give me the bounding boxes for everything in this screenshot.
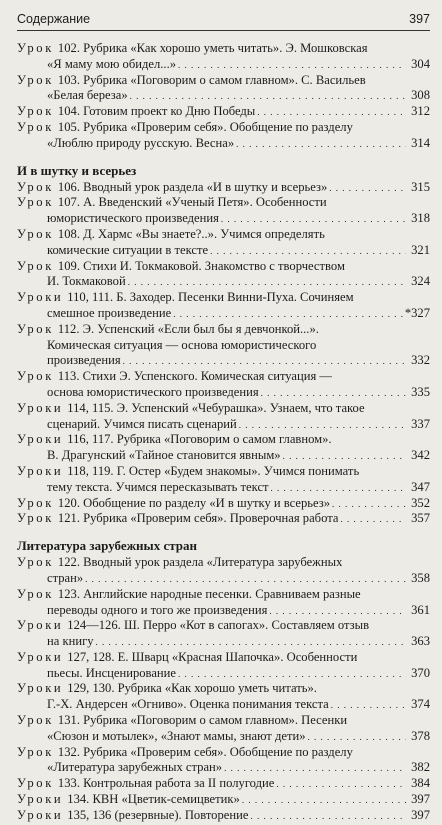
toc-entry-text: [47, 57, 176, 73]
lesson-label: Урок: [17, 195, 54, 210]
lesson-title: 103. Рубрика «Поговорим о самом главном». С. Васильев: [57, 72, 366, 87]
toc-entry-text: [47, 136, 234, 152]
lesson-label: Урок: [17, 555, 54, 570]
lesson-title: 129, 130. Рубрика «Как хорошо уметь читать».: [67, 681, 317, 696]
toc-entry: [17, 511, 430, 527]
toc-entry-text: [17, 713, 347, 729]
lesson-title: 118, 119. Г. Остер «Будем знакомы». Учимся понимать: [67, 463, 360, 478]
lesson-label: Урок: [17, 586, 54, 601]
lesson-title: стран»: [47, 570, 84, 585]
dot-leader: [257, 105, 406, 121]
dot-leader: [329, 181, 406, 197]
section-heading: Литература зарубежных стран: [17, 538, 197, 554]
toc-page-number: 378: [411, 728, 430, 743]
toc-entry: [17, 432, 430, 448]
toc-entry: [17, 496, 430, 512]
toc-page-number: 397: [411, 792, 430, 807]
lesson-title: 105. Рубрика «Проверим себя». Обобщение по разделу: [57, 119, 353, 134]
toc-page-number: 342: [411, 448, 430, 463]
toc-entry-text: [17, 618, 369, 634]
toc-entry-continuation: [17, 306, 430, 322]
toc-page-number: 314: [411, 135, 430, 150]
toc-entry: [17, 401, 430, 417]
toc-page-number: 384: [411, 776, 430, 791]
lesson-title: на книгу: [47, 634, 94, 649]
toc-entry-text: [47, 634, 94, 650]
toc-page-number: 361: [411, 602, 430, 617]
toc-entry-text: [17, 432, 332, 448]
lesson-title: произведения: [47, 353, 121, 368]
toc-entry-text: [47, 243, 208, 259]
toc-entry-text: [47, 729, 306, 745]
toc-entry-continuation: [17, 57, 430, 73]
dot-leader: [250, 809, 406, 825]
toc-page-number: 358: [411, 570, 430, 585]
lesson-title: 122. Вводный урок раздела «Литература зарубежных: [57, 555, 343, 570]
toc-entry: [17, 195, 430, 211]
toc-entry-continuation: [17, 353, 430, 369]
toc-entry-text: [17, 104, 255, 120]
lesson-title: 121. Рубрика «Проверим себя». Проверочная работа: [57, 511, 339, 526]
lesson-title: юмористического произведения: [47, 211, 219, 226]
lesson-label: Урок: [17, 713, 54, 728]
lesson-title: «Сюзон и мотылек», «Знают мамы, знают дети»: [47, 728, 306, 743]
lesson-label: Урок: [17, 495, 54, 510]
toc-page-number: 337: [411, 416, 430, 431]
page-number: 397: [409, 12, 430, 26]
toc-entry-text: [17, 195, 327, 211]
toc-entry-text: [47, 448, 281, 464]
lesson-title: основа юмористического произведения: [47, 384, 259, 399]
toc-entry: [17, 745, 430, 761]
dot-leader: [308, 730, 407, 746]
lesson-label: Уроки: [17, 681, 64, 696]
lesson-label: Урок: [17, 41, 54, 55]
lesson-title: переводы одного и того же произведения: [47, 602, 268, 617]
lesson-label: Урок: [17, 179, 54, 194]
toc-entry-text: [17, 120, 353, 136]
lesson-title: тему текста. Учимся пересказывать текст: [47, 479, 269, 494]
toc-entry-text: [17, 650, 357, 666]
dot-leader: [340, 512, 406, 528]
dot-leader: [85, 572, 406, 588]
lesson-title: 107. А. Введенский «Ученый Петя». Особенности: [57, 195, 327, 210]
toc-entry: [17, 104, 430, 120]
dot-leader: [332, 497, 406, 513]
toc-entry-continuation: [17, 338, 430, 354]
toc-entry-continuation: [17, 136, 430, 152]
dot-leader: [271, 481, 406, 497]
lesson-title: 131. Рубрика «Поговорим о самом главном». Песенки: [57, 713, 348, 728]
toc-entry-continuation: [17, 697, 430, 713]
toc-entry-text: [17, 73, 366, 89]
lesson-title: 110, 111. Б. Заходер. Песенки Винни-Пуха. Сочиняем: [67, 290, 354, 305]
toc-page-number: 347: [411, 479, 430, 494]
toc-entry: [17, 808, 430, 824]
toc-entry-continuation: [17, 634, 430, 650]
toc-entry-text: [47, 697, 329, 713]
toc-page-number: 352: [411, 495, 430, 510]
toc-entry-text: [47, 603, 267, 619]
dot-leader: [269, 604, 406, 620]
toc-entry: [17, 776, 430, 792]
lesson-label: Уроки: [17, 400, 64, 415]
dot-leader: [130, 89, 406, 105]
toc-entry-continuation: [17, 603, 430, 619]
toc-entry: [17, 322, 430, 338]
lesson-title: 113. Стихи Э. Успенского. Комическая ситуация —: [57, 369, 333, 384]
dot-leader: [224, 761, 406, 777]
toc-entry-text: [17, 776, 274, 792]
lesson-title: пьесы. Инсценирование: [47, 665, 176, 680]
toc-page-number: 321: [411, 242, 430, 257]
dot-leader: [173, 307, 403, 323]
dot-leader: [178, 58, 406, 74]
toc-entry: [17, 792, 430, 808]
toc-page-number: 308: [411, 88, 430, 103]
toc-entry-text: [47, 417, 237, 433]
toc-page-number: *327: [404, 305, 430, 320]
toc-entry-text: [47, 480, 269, 496]
lesson-title: 124—126. Ш. Перро «Кот в сапогах». Составляем отзыв: [67, 618, 370, 633]
toc-entry-text: [17, 227, 325, 243]
section-heading: И в шутку и всерьез: [17, 162, 137, 178]
table-of-contents: [17, 41, 430, 824]
lesson-title: 104. Готовим проект ко Дню Победы: [57, 104, 256, 119]
toc-entry-continuation: [17, 666, 430, 682]
toc-entry: [17, 227, 430, 243]
toc-entry-text: [17, 259, 345, 275]
toc-entry-text: [17, 322, 319, 338]
lesson-title: В. Драгунский «Тайное становится явным»: [47, 448, 281, 463]
toc-entry: [17, 290, 430, 306]
lesson-title: «Я маму мою обидел...»: [47, 56, 177, 71]
lesson-label: Урок: [17, 119, 54, 134]
lesson-title: Комическая ситуация — основа юмористического: [47, 337, 317, 352]
dot-leader: [128, 275, 406, 291]
toc-entry-text: [47, 306, 171, 322]
toc-entry: [17, 587, 430, 603]
toc-entry: [17, 713, 430, 729]
dot-leader: [178, 667, 406, 683]
toc-page-number: 374: [411, 697, 430, 712]
toc-page-number: 370: [411, 665, 430, 680]
toc-entry-text: [17, 369, 332, 385]
lesson-label: Урок: [17, 72, 54, 87]
lesson-title: 116, 117. Рубрика «Поговорим о самом главном».: [67, 432, 332, 447]
toc-entry-text: [17, 496, 330, 512]
dot-leader: [261, 386, 406, 402]
toc-entry-text: [17, 41, 368, 57]
toc-entry-continuation: [17, 729, 430, 745]
lesson-title: 132. Рубрика «Проверим себя». Обобщение по разделу: [57, 744, 353, 759]
dot-leader: [123, 354, 406, 370]
toc-page-number: 397: [411, 807, 430, 822]
lesson-label: Урок: [17, 226, 54, 241]
toc-entry-text: [17, 792, 240, 808]
dot-leader: [236, 137, 406, 153]
lesson-title: 134. КВН «Цветик-семицветик»: [67, 792, 240, 807]
page-header: [17, 10, 430, 31]
toc-entry-text: [47, 338, 316, 354]
toc-entry-continuation: [17, 571, 430, 587]
lesson-label: Урок: [17, 369, 54, 384]
toc-entry-continuation: [17, 480, 430, 496]
toc-entry-text: [47, 571, 83, 587]
toc-page-number: 335: [411, 384, 430, 399]
lesson-label: Уроки: [17, 618, 64, 633]
toc-entry-continuation: [17, 274, 430, 290]
toc-entry: [17, 259, 430, 275]
toc-entry-text: [17, 511, 338, 527]
toc-entry: [17, 180, 430, 196]
lesson-title: комические ситуации в тексте: [47, 242, 209, 257]
toc-entry-continuation: [17, 385, 430, 401]
toc-entry-text: [17, 290, 354, 306]
toc-entry-text: [17, 401, 365, 417]
toc-entry: [17, 120, 430, 136]
lesson-label: Урок: [17, 104, 54, 119]
toc-page-number: 332: [411, 353, 430, 368]
lesson-title: «Белая береза»: [47, 88, 128, 103]
lesson-label: Уроки: [17, 807, 64, 822]
lesson-label: Урок: [17, 258, 54, 273]
toc-entry-continuation: [17, 760, 430, 776]
toc-entry: [17, 73, 430, 89]
dot-leader: [210, 244, 406, 260]
toc-entry-text: [17, 555, 342, 571]
lesson-title: 108. Д. Хармс «Вы знаете?..». Учимся определять: [57, 226, 325, 241]
toc-entry-continuation: [17, 417, 430, 433]
lesson-label: Урок: [17, 511, 54, 526]
lesson-label: Урок: [17, 776, 54, 791]
running-title: Содержание: [17, 12, 91, 26]
toc-entry-text: [47, 353, 121, 369]
lesson-title: «Литература зарубежных стран»: [47, 760, 223, 775]
lesson-title: Г.-Х. Андерсен «Огниво». Оценка понимания текста: [47, 697, 329, 712]
toc-entry-text: [47, 385, 259, 401]
dot-leader: [96, 635, 406, 651]
dot-leader: [276, 777, 406, 793]
lesson-label: Уроки: [17, 290, 64, 305]
lesson-title: 135, 136 (резервные). Повторение: [67, 807, 249, 822]
toc-entry-text: [17, 587, 361, 603]
toc-entry-text: [47, 760, 222, 776]
dot-leader: [221, 212, 406, 228]
lesson-title: сценарий. Учимся писать сценарий: [47, 416, 237, 431]
dot-leader: [239, 418, 406, 434]
toc-entry-text: [47, 666, 176, 682]
lesson-title: 109. Стихи И. Токмаковой. Знакомство с творчеством: [57, 258, 345, 273]
toc-entry-continuation: [17, 448, 430, 464]
lesson-label: Уроки: [17, 792, 64, 807]
toc-page-number: 315: [411, 179, 430, 194]
toc-page-number: 304: [411, 56, 430, 71]
toc-page-number: 382: [411, 760, 430, 775]
toc-entry-text: [17, 681, 317, 697]
toc-page-number: 363: [411, 634, 430, 649]
lesson-title: 133. Контрольная работа за II полугодие: [57, 776, 275, 791]
toc-entry-text: [17, 745, 353, 761]
lesson-title: 123. Английские народные песенки. Сравниваем разные: [57, 586, 361, 601]
toc-entry-text: [47, 274, 126, 290]
lesson-label: Уроки: [17, 432, 64, 447]
toc-entry-text: [47, 88, 128, 104]
lesson-title: 114, 115. Э. Успенский «Чебурашка». Узнаем, что такое: [67, 400, 365, 415]
toc-page-number: 357: [411, 511, 430, 526]
lesson-label: Уроки: [17, 649, 64, 664]
toc-entry-text: [17, 464, 359, 480]
toc-entry-text: [17, 180, 327, 196]
toc-entry-continuation: [17, 243, 430, 259]
lesson-title: 127, 128. Е. Шварц «Красная Шапочка». Особенности: [67, 649, 358, 664]
toc-entry: [17, 650, 430, 666]
toc-entry-continuation: [17, 88, 430, 104]
lesson-label: Уроки: [17, 463, 64, 478]
dot-leader: [242, 793, 406, 809]
toc-page-number: 324: [411, 274, 430, 289]
dot-leader: [331, 698, 406, 714]
toc-entry: [17, 369, 430, 385]
lesson-title: 112. Э. Успенский «Если был бы я девчонкой...».: [57, 321, 319, 336]
toc-page-number: 318: [411, 211, 430, 226]
toc-entry-text: [47, 211, 219, 227]
lesson-title: смешное произведение: [47, 305, 172, 320]
toc-entry-text: [17, 808, 248, 824]
lesson-title: «Люблю природу русскую. Весна»: [47, 135, 235, 150]
toc-entry: [17, 555, 430, 571]
toc-entry: [17, 618, 430, 634]
toc-entry-continuation: [17, 211, 430, 227]
lesson-title: 102. Рубрика «Как хорошо уметь читать». Э. Мошковская: [57, 41, 368, 55]
lesson-title: 106. Вводный урок раздела «И в шутку и всерьез»: [57, 179, 328, 194]
lesson-title: 120. Обобщение по разделу «И в шутку и всерьез»: [57, 495, 331, 510]
lesson-title: И. Токмаковой: [47, 274, 126, 289]
toc-entry: [17, 681, 430, 697]
lesson-label: Урок: [17, 321, 54, 336]
lesson-label: Урок: [17, 744, 54, 759]
dot-leader: [283, 449, 406, 465]
toc-entry: [17, 41, 430, 57]
toc-entry: [17, 464, 430, 480]
toc-page-number: 312: [411, 104, 430, 119]
